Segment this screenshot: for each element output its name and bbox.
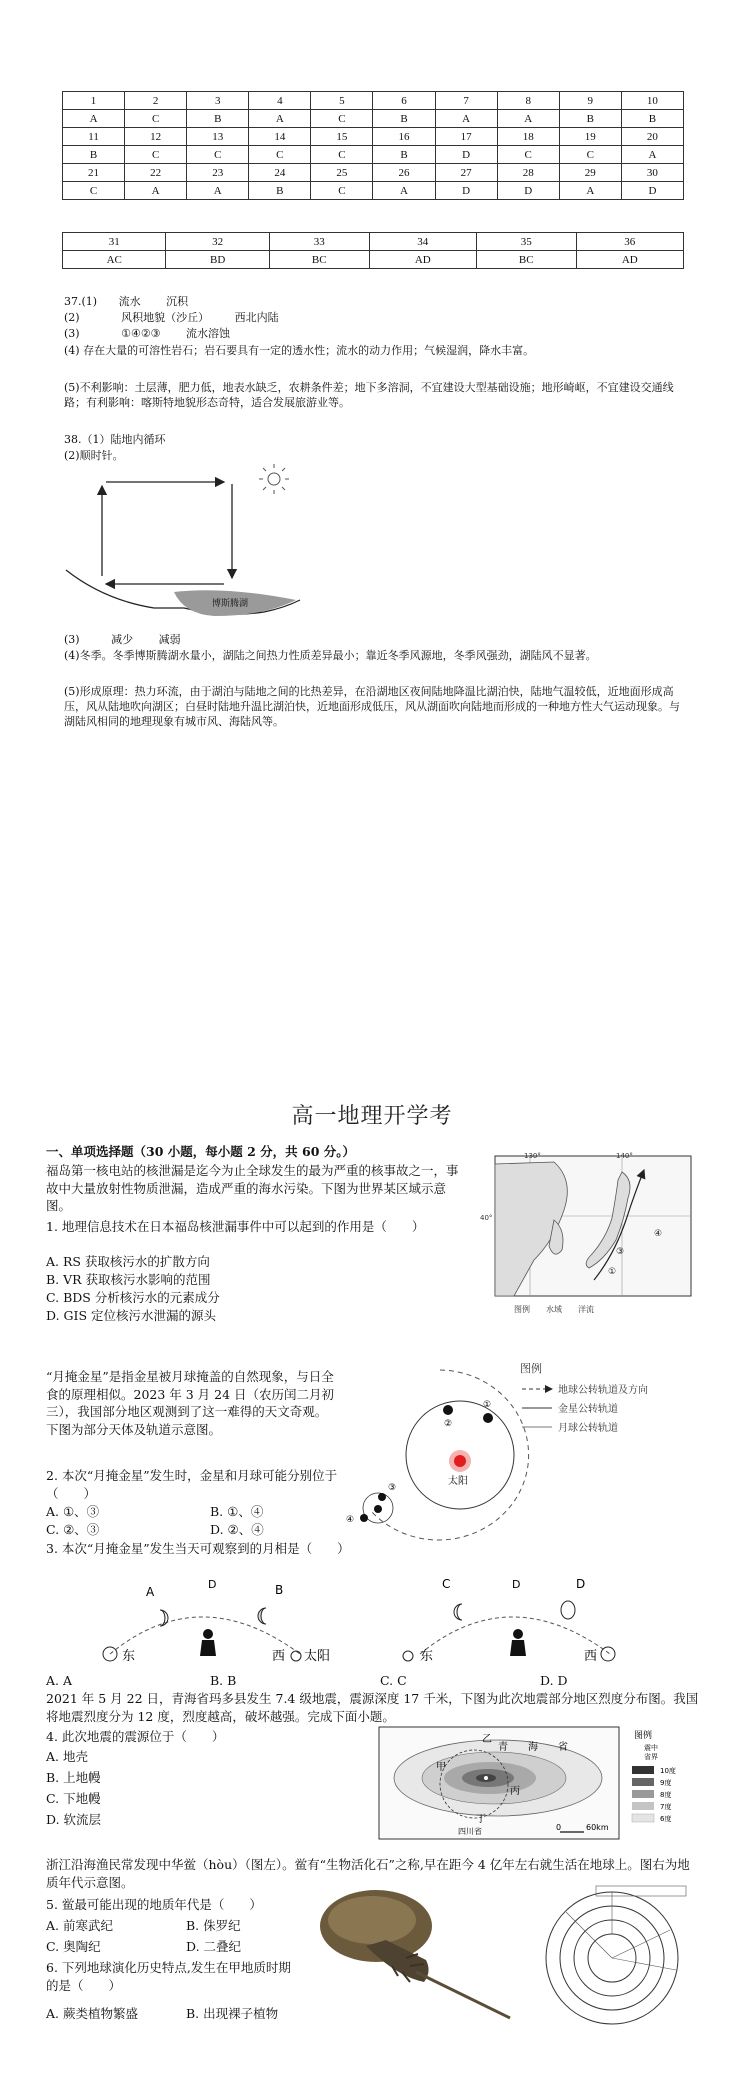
answers-table1-cell: 7 [435,92,497,110]
orbit-legend-title: 图例 [520,1362,542,1375]
label-A: A [146,1585,155,1599]
moon-4 [360,1514,368,1522]
person-icon-2 [510,1629,526,1656]
q37-line1: 37.(1) 流水 沉积 [64,295,189,308]
answers-table1-row [63,164,684,182]
venus-2 [443,1405,453,1415]
answers-table1-cell: B [559,110,621,128]
answers-table2-cell: BD [166,251,269,269]
label-ding: 丁 [476,1814,486,1825]
q2-option-a: A. ①、③ [46,1504,100,1519]
q3-option-c: C. C [380,1673,407,1688]
answers-table2-cell: 34 [369,233,476,251]
exam-title: 高一地理开学考 [291,1104,453,1129]
label-jia: 甲 [436,1762,446,1773]
quake-legend-title: 图例 [634,1731,653,1741]
q37-line3: (3) ①④②③ 流水溶蚀 [64,327,231,340]
answers-table1-cell: B [249,182,311,200]
q3-option-b: B. B [210,1673,237,1688]
q2-option-b: B. ①、④ [210,1504,264,1519]
legend-border: 省界 [644,1753,658,1761]
answers-table1-cell: A [497,110,559,128]
answers-table1-cell: 18 [497,128,559,146]
answers-table1-cell: 8 [497,92,559,110]
answers-table1-cell: 28 [497,164,559,182]
east-label-2: 东 [420,1649,434,1664]
intro-4: 浙江沿海渔民常发现中华鲎（hòu）（图左）。鲎有“生物活化石”之称,早在距今 4 亿年左右就生活在地球上。图右为地质年代示意图。 [46,1857,690,1890]
q38-line3: (3) 减少 减弱 [64,633,181,646]
answers-table1-cell: C [63,182,125,200]
answers-table1-row [63,182,684,200]
answers-table1-cell: 14 [249,128,311,146]
answers-table2-cell: BC [269,251,369,269]
legend-moon-orbit: 月球公转轨道 [558,1423,618,1434]
answers-table1-cell: 10 [621,92,683,110]
answers-table1-cell: 21 [63,164,125,182]
earth [374,1505,382,1513]
japan-region-map [480,1150,694,1320]
answers-table1-cell: 11 [63,128,125,146]
answers-table1-cell: 2 [125,92,187,110]
q38-line1: 38.（1）陆地内循环 [64,433,166,446]
answers-table1-cell: A [373,182,435,200]
west-label-2: 西 [584,1649,598,1664]
answers-table1-cell: C [559,146,621,164]
answers-table2-cell: AC [63,251,166,269]
sun-label: 太阳 [448,1476,468,1487]
marker-3: ③ [616,1247,625,1257]
answers-table1-cell: 3 [187,92,249,110]
section-1-heading: 一、单项选择题（30 小题，每小题 2 分，共 60 分。） [46,1144,355,1159]
sun-icon [259,464,289,494]
q37-line2: (2) 风积地貌（沙丘） 西北内陆 [64,311,279,324]
answers-table1-cell: B [63,146,125,164]
answers-table1-cell: A [125,182,187,200]
legend-level-10: 10度 [660,1767,676,1775]
answers-table1-cell: B [373,110,435,128]
q5-option-b: B. 侏罗纪 [186,1918,241,1933]
lon-label-2: 140° [616,1152,633,1160]
east-label-1: 东 [122,1649,136,1664]
scale-zero: 0 [556,1823,562,1832]
answers-table1-cell: C [187,146,249,164]
answers-table1-cell: C [311,110,373,128]
legend-venus-orbit: 金星公转轨道 [558,1404,618,1415]
answers-table1-cell: 24 [249,164,311,182]
q3-option-a: A. A [46,1673,73,1688]
answers-table1-cell: D [435,182,497,200]
legend-earth-orbit: 地球公转轨道及方向 [558,1385,648,1396]
answers-table1-cell: C [311,182,373,200]
province-label: 青 海 省 [498,1742,568,1753]
answers-table1-cell: C [249,146,311,164]
west-label-1: 西 [272,1649,286,1664]
q4-option-b: B. 上地幔 [46,1770,101,1785]
q4-option-d: D. 软流层 [46,1812,102,1827]
answers-table2-cell: 33 [269,233,369,251]
lat-label: 40° [480,1214,493,1222]
q37-line4: (4) 存在大量的可溶性岩石；岩石要具有一定的透水性；流水的动力作用；气候湿润，降水丰富。 [64,344,535,357]
answers-table1-cell: 6 [373,92,435,110]
q4-option-c: C. 下地幔 [46,1791,101,1806]
answers-table2-cell: 32 [166,233,269,251]
person-icon-1 [200,1629,216,1656]
label-4: ④ [346,1515,355,1525]
answers-table2-cell: AD [576,251,683,269]
answers-table1-cell: A [63,110,125,128]
sun-label-1: 太阳 [304,1649,331,1664]
answers-table1-cell: A [621,146,683,164]
question-3: 3. 本次“月掩金星”发生当天可观察到的月相是（ ） [46,1541,350,1556]
answers-table1-cell: 23 [187,164,249,182]
q5-option-d: D. 二叠纪 [186,1939,242,1954]
answers-table2-row [63,233,684,251]
answers-table1-cell: A [435,110,497,128]
q6-option-a: A. 蕨类植物繁盛 [46,2006,138,2021]
label-3: ③ [388,1483,397,1493]
answers-table2-cell: AD [369,251,476,269]
question-6: 6. 下列地球演化历史特点,发生在甲地质时期的是（ ） [46,1960,291,1993]
moon-phase-figure [90,1570,690,1670]
answers-table2-cell: 31 [63,233,166,251]
question-5: 5. 鲎最可能出现的地质年代是（ ） [46,1897,262,1912]
answers-table1-cell: 20 [621,128,683,146]
q6-option-b: B. 出现裸子植物 [186,2006,279,2021]
answers-table1-cell: 13 [187,128,249,146]
lon-label-1: 130° [524,1152,541,1160]
q2-option-c: C. ②、③ [46,1522,100,1537]
answers-table2-cell: 35 [476,233,576,251]
answers-table1-cell: D [435,146,497,164]
answers-table1-cell: 1 [63,92,125,110]
label-D: D [576,1577,586,1591]
answers-table1-row [63,146,684,164]
answers-table1-cell: 15 [311,128,373,146]
label-bing: 丙 [510,1786,520,1797]
answers-table2-cell: BC [476,251,576,269]
legend-level-9: 9度 [660,1779,672,1787]
q4-option-a: A. 地壳 [46,1749,88,1764]
answers-table2-row [63,251,684,269]
answers-table1-cell: D [497,182,559,200]
question-2: 2. 本次“月掩金星”发生时，金星和月球可能分别位于（ ） [46,1468,338,1501]
answers-table1-cell: 17 [435,128,497,146]
answers-table1-cell: 22 [125,164,187,182]
q1-option-a: A. RS 获取核污水的扩散方向 [46,1254,210,1269]
q1-option-b: B. VR 获取核污水影响的范围 [46,1272,211,1287]
answers-table1-cell: 4 [249,92,311,110]
earthquake-intensity-map [378,1726,698,1842]
answers-table1-cell: 30 [621,164,683,182]
answers-table1-cell: 12 [125,128,187,146]
geologic-time-diagram [526,1880,698,2028]
q5-option-a: A. 前寒武纪 [46,1918,113,1933]
legend-level-6: 6度 [660,1815,672,1823]
label-yi: 乙 [482,1734,492,1745]
water-cycle-diagram [64,460,324,620]
answers-table1-cell: C [311,146,373,164]
answers-table1-row [63,110,684,128]
marker-1: ① [608,1267,617,1277]
answers-table1-cell: 16 [373,128,435,146]
q37-line5: (5)不利影响：土层薄，肥力低，地表水缺乏，农耕条件差；地下多溶洞，不宜建设大型基础设施；地形崎岖，不宜建设交通线路；有利影响：喀斯特地貌形态奇特，适合发展旅游业等。 [64,381,674,409]
answer-table-2 [62,232,684,269]
question-1: 1. 地理信息技术在日本福岛核泄漏事件中可以起到的作用是（ ） [46,1219,425,1234]
answers-table1-cell: C [125,110,187,128]
moon-3 [378,1493,386,1501]
answers-table1-cell: C [125,146,187,164]
legend-epicenter: 震中 [644,1744,658,1752]
answers-table1-cell: 5 [311,92,373,110]
sichuan-label: 四川省 [458,1827,482,1836]
answers-table1-cell: B [621,110,683,128]
q3-option-d: D. D [540,1673,568,1688]
orbit-diagram [340,1360,700,1560]
answers-table1-cell: 26 [373,164,435,182]
sun-icon [454,1455,466,1467]
answers-table2-cell: 36 [576,233,683,251]
answers-table1-cell: A [559,182,621,200]
intro-3: 2021 年 5 月 22 日，青海省玛多县发生 7.4 级地震，震源深度 17 千米，下图为此次地震部分地区烈度分布图。我国将地震烈度分为 12 度，烈度越高，破坏越强。完成下面小题。 [46,1691,699,1724]
intro-2: “月掩金星”是指金星被月球掩盖的自然现象，与日全食的原理相似。2023 年 3 月 24 日（农历闰二月初三），我国部分地区观测到了这一难得的天文奇观。下图为部分天体及轨道示意图。 [46,1369,335,1437]
half-moon-1: D [208,1578,217,1591]
answers-table1-cell: D [621,182,683,200]
label-B: B [275,1583,284,1597]
q1-option-d: D. GIS 定位核污水泄漏的源头 [46,1308,216,1323]
venus-1 [483,1413,493,1423]
intro-1: 福岛第一核电站的核泄漏是迄今为止全球发生的最为严重的核事故之一，事故中大量放射性物质泄漏，造成严重的海水污染。下图为世界某区域示意图。 [46,1163,459,1213]
answer-table-1 [62,91,684,200]
q38-line5: (5)形成原理：热力环流，由于湖泊与陆地之间的比热差异，在沿湖地区夜间陆地降温比湖泊快，陆地气温较低，近地面形成高压，风从陆地吹向湖区；白昼时陆地升温比湖泊快，近地面形成低压，风从湖面吹向陆地而形成的一种地方性大气运动现象。与湖陆风相同的地理现象有城市风、海陆风等。 [64,685,680,728]
map1-legend: 图例 水域 洋流 [514,1305,594,1314]
q5-option-c: C. 奥陶纪 [46,1939,101,1954]
answers-table1-cell: 25 [311,164,373,182]
answers-table1-cell: B [187,110,249,128]
answers-table1-cell: 9 [559,92,621,110]
marker-4: ④ [654,1229,663,1239]
half-moon-2: D [512,1578,521,1591]
label-2: ② [444,1419,453,1429]
answers-table1-cell: B [373,146,435,164]
answers-table1-cell: 19 [559,128,621,146]
answers-table1-cell: A [187,182,249,200]
q38-line4: (4)冬季。冬季博斯腾湖水量小，湖陆之间热力性质差异最小；靠近冬季风源地，冬季风强劲，湖陆风不显著。 [64,649,597,662]
label-1: ① [483,1400,492,1410]
answers-table1-cell: A [249,110,311,128]
answers-table1-row [63,92,684,110]
answers-table1-cell: 27 [435,164,497,182]
scale-label: 60km [586,1823,609,1832]
lake-label: 博斯腾湖 [212,599,249,609]
legend-level-8: 8度 [660,1791,672,1799]
answers-table1-cell: C [497,146,559,164]
q38-line2: (2)顺时针。 [64,449,124,462]
question-4: 4. 此次地震的震源位于（ ） [46,1729,225,1744]
label-C: C [442,1577,451,1591]
q1-option-c: C. BDS 分析核污水的元素成分 [46,1290,220,1305]
answers-table1-cell: 29 [559,164,621,182]
q2-option-d: D. ②、④ [210,1522,264,1537]
legend-level-7: 7度 [660,1803,672,1811]
horseshoe-crab-image [306,1880,516,2020]
answers-table1-row [63,128,684,146]
earth-orbit [370,1370,529,1540]
